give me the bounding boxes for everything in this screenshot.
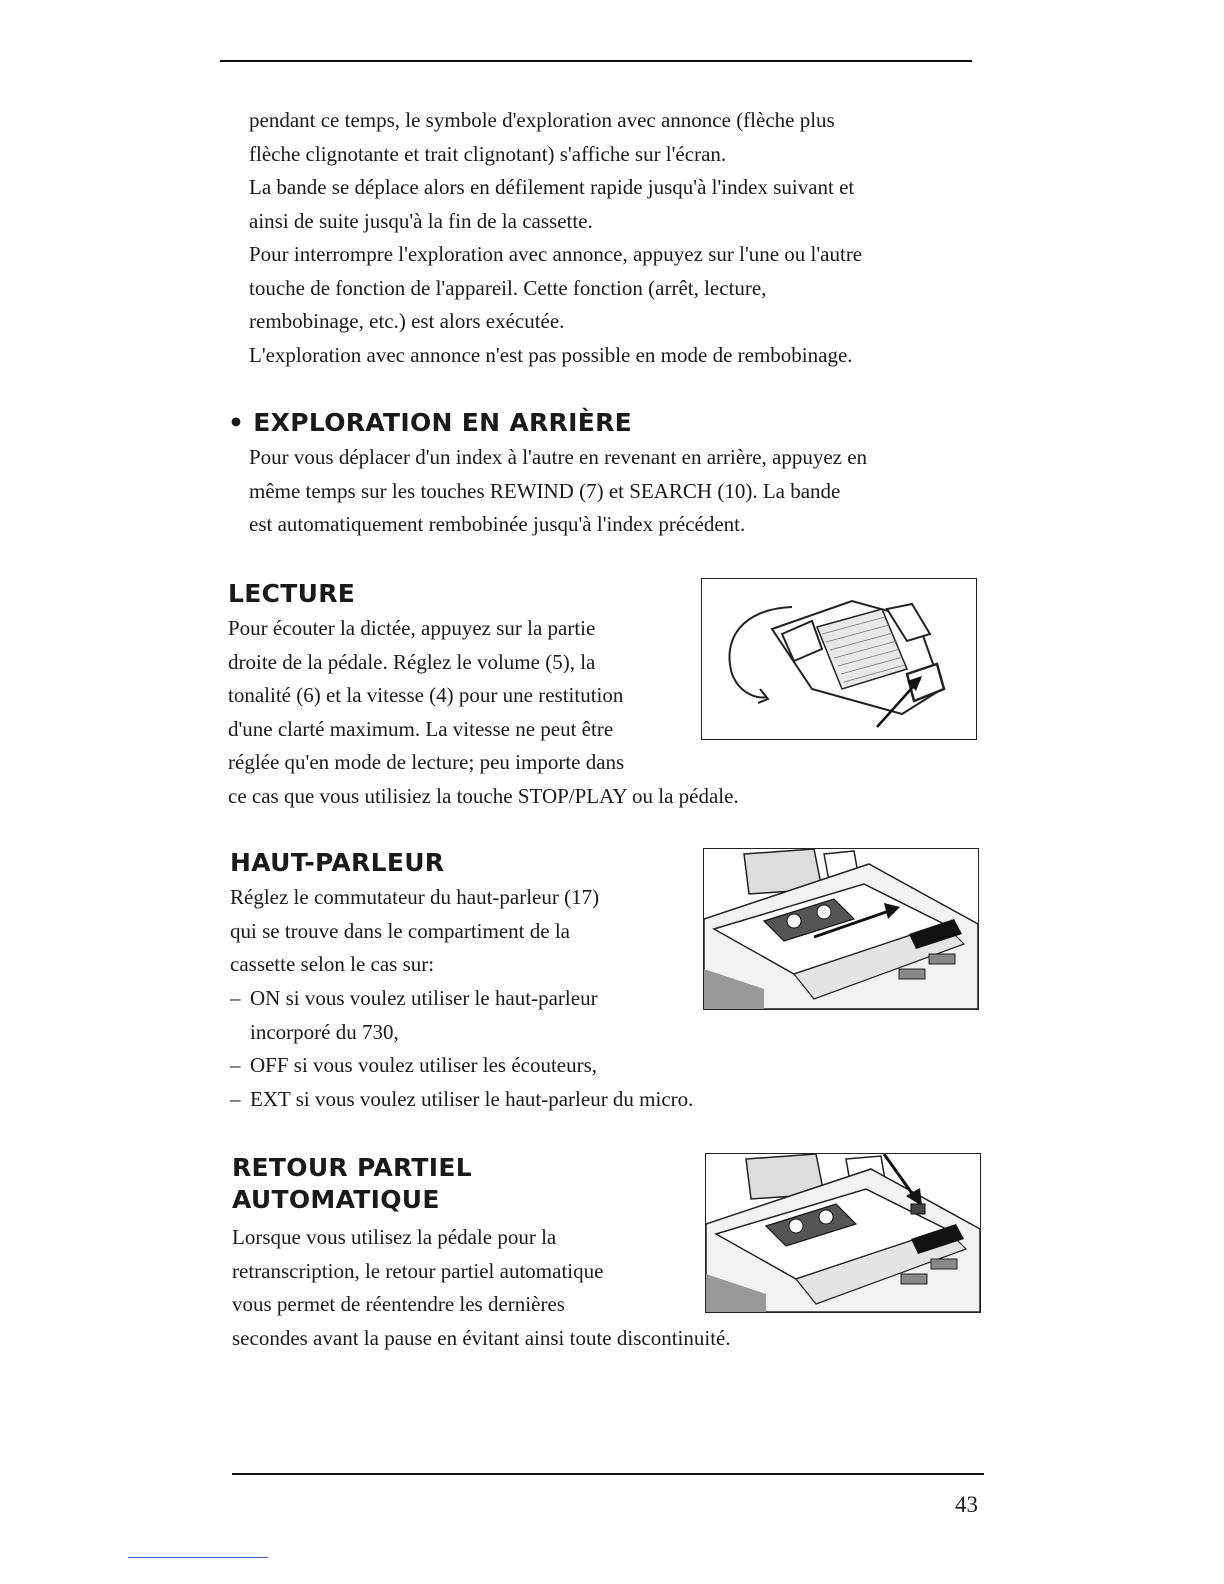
foot-pedal-illustration: [701, 578, 977, 740]
text-line: secondes avant la pause en évitant ainsi toute discontinuité.: [232, 1325, 731, 1350]
text-line: ainsi de suite jusqu'à la fin de la cassette.: [249, 208, 593, 233]
lecture-heading: LECTURE: [228, 579, 356, 608]
exploration-heading: • EXPLORATION EN ARRIÈRE: [228, 408, 633, 437]
text-line: Pour interrompre l'exploration avec annonce, appuyez sur l'une ou l'autre: [249, 242, 863, 266]
text-line: Pour vous déplacer d'un index à l'autre en revenant en arrière, appuyez en: [249, 445, 868, 469]
bottom-rule: [232, 1473, 984, 1475]
speaker-options-list: [230, 982, 693, 1116]
text-line: réglée qu'en mode de lecture; peu importe dans: [228, 750, 625, 774]
text-line: pendant ce temps, le symbole d'exploration avec annonce (flèche plus: [249, 108, 835, 132]
haut-parleur-paragraph: [230, 881, 599, 982]
retour-paragraph: [232, 1221, 731, 1355]
retour-heading-line1: RETOUR PARTIEL: [232, 1153, 472, 1182]
cassette-deck-arrow-icon: [706, 1154, 980, 1312]
list-item: – EXT si vous voulez utiliser le haut-parleur du micro.: [230, 1086, 694, 1111]
retour-heading: [232, 1152, 472, 1216]
retour-heading-line2: AUTOMATIQUE: [232, 1185, 440, 1214]
list-item: incorporé du 730,: [250, 1019, 399, 1044]
text-line: ce cas que vous utilisiez la touche STOP/PLAY ou la pédale.: [228, 783, 739, 808]
text-line: tonalité (6) et la vitesse (4) pour une restitution: [228, 683, 624, 707]
footer-link-underline: [128, 1557, 268, 1558]
text-line: Réglez le commutateur du haut-parleur (17): [230, 885, 600, 909]
foot-pedal-icon: [702, 579, 976, 739]
text-line: d'une clarté maximum. La vitesse ne peut être: [228, 716, 614, 741]
text-line: droite de la pédale. Réglez le volume (5), la: [228, 649, 596, 674]
text-line: rembobinage, etc.) est alors exécutée.: [249, 309, 565, 333]
text-line: touche de fonction de l'appareil. Cette fonction (arrêt, lecture,: [249, 275, 767, 300]
auto-backspace-illustration: [705, 1153, 981, 1313]
text-line: qui se trouve dans le compartiment de la: [230, 918, 570, 943]
speaker-switch-illustration: [703, 848, 979, 1010]
exploration-paragraph: [249, 441, 867, 542]
cassette-deck-icon: [704, 849, 978, 1009]
text-line: La bande se déplace alors en défilement rapide jusqu'à l'index suivant et: [249, 175, 855, 199]
list-item: – ON si vous voulez utiliser le haut-parleur: [230, 986, 598, 1010]
text-line: Pour écouter la dictée, appuyez sur la partie: [228, 616, 596, 640]
list-item: – OFF si vous voulez utiliser les écouteurs,: [230, 1053, 598, 1077]
text-line: Lorsque vous utilisez la pédale pour la: [232, 1225, 557, 1249]
text-line: L'exploration avec annonce n'est pas possible en mode de rembobinage.: [249, 342, 853, 367]
text-line: retranscription, le retour partiel automatique: [232, 1258, 604, 1283]
page-number: 43: [955, 1492, 978, 1517]
haut-parleur-heading: HAUT-PARLEUR: [230, 848, 445, 877]
text-line: flèche clignotante et trait clignotant) s'affiche sur l'écran.: [249, 141, 727, 166]
text-line: est automatiquement rembobinée jusqu'à l'index précédent.: [249, 512, 746, 536]
text-line: cassette selon le cas sur:: [230, 952, 435, 976]
intro-paragraph: [249, 104, 862, 372]
text-line: vous permet de réentendre les dernières: [232, 1292, 565, 1316]
lecture-paragraph: [228, 612, 739, 813]
top-rule: [220, 60, 972, 62]
text-line: même temps sur les touches REWIND (7) et SEARCH (10). La bande: [249, 478, 841, 503]
